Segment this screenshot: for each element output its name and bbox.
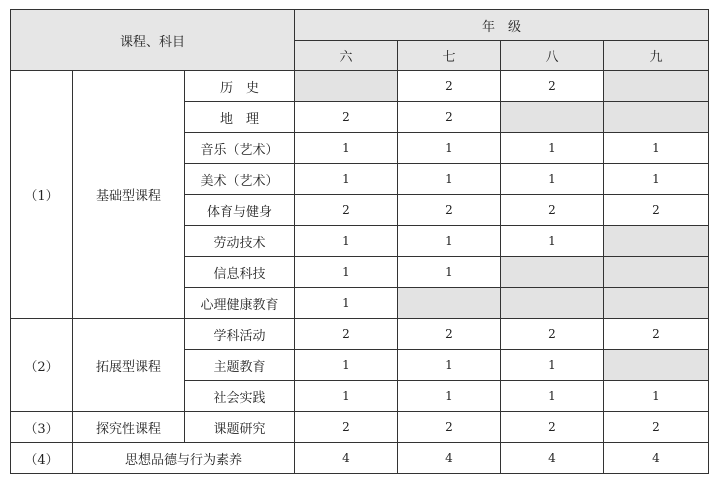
grade-header: 年 级 [295,10,709,41]
empty-cell [604,257,709,288]
value-cell: 2 [501,71,604,102]
subject-cell: 历 史 [185,71,295,102]
empty-cell [604,350,709,381]
value-cell: 1 [604,381,709,412]
value-cell: 1 [501,350,604,381]
value-cell: 1 [501,381,604,412]
curriculum-table [10,9,709,474]
value-cell: 4 [501,443,604,474]
value-cell: 1 [398,350,501,381]
group-name: 拓展型课程 [73,319,185,412]
grade-7-header: 七 [398,41,501,71]
group-index: （1） [11,71,73,319]
value-cell: 1 [295,257,398,288]
value-cell: 1 [295,381,398,412]
value-cell: 2 [604,319,709,350]
empty-cell [295,71,398,102]
value-cell: 1 [398,133,501,164]
subject-cell: 美术（艺术） [185,164,295,195]
group-name: 思想品德与行为素养 [73,443,295,474]
value-cell: 1 [398,226,501,257]
value-cell: 1 [295,288,398,319]
group-index: （4） [11,443,73,474]
empty-cell [398,288,501,319]
value-cell: 2 [501,319,604,350]
table-row [11,412,709,443]
empty-cell [604,71,709,102]
subject-cell: 信息科技 [185,257,295,288]
value-cell: 2 [295,195,398,226]
value-cell: 4 [295,443,398,474]
value-cell: 1 [398,257,501,288]
value-cell: 1 [295,226,398,257]
value-cell: 2 [295,319,398,350]
table-row [11,71,709,102]
value-cell: 1 [501,133,604,164]
value-cell: 2 [398,102,501,133]
subject-cell: 劳动技术 [185,226,295,257]
value-cell: 2 [295,102,398,133]
subject-cell: 音乐（艺术） [185,133,295,164]
subject-cell: 主题教育 [185,350,295,381]
grade-9-header: 九 [604,41,709,71]
value-cell: 1 [501,226,604,257]
empty-cell [501,257,604,288]
value-cell: 2 [604,195,709,226]
group-index: （3） [11,412,73,443]
subject-cell: 地 理 [185,102,295,133]
value-cell: 1 [398,381,501,412]
subject-cell: 课题研究 [185,412,295,443]
grade-8-header: 八 [501,41,604,71]
group-index: （2） [11,319,73,412]
subject-cell: 体育与健身 [185,195,295,226]
value-cell: 1 [295,350,398,381]
subject-cell: 社会实践 [185,381,295,412]
subject-cell: 学科活动 [185,319,295,350]
subject-cell: 心理健康教育 [185,288,295,319]
value-cell: 1 [398,164,501,195]
empty-cell [604,102,709,133]
empty-cell [604,288,709,319]
value-cell: 4 [398,443,501,474]
group-name: 探究性课程 [73,412,185,443]
empty-cell [604,226,709,257]
value-cell: 2 [604,412,709,443]
value-cell: 4 [604,443,709,474]
value-cell: 1 [604,164,709,195]
value-cell: 1 [295,164,398,195]
value-cell: 2 [501,412,604,443]
empty-cell [501,288,604,319]
value-cell: 2 [398,71,501,102]
table-row [11,443,709,474]
grade-6-header: 六 [295,41,398,71]
value-cell: 2 [501,195,604,226]
table-row [11,319,709,350]
course-subject-header: 课程、科目 [11,10,295,71]
value-cell: 1 [501,164,604,195]
value-cell: 2 [295,412,398,443]
group-name: 基础型课程 [73,71,185,319]
value-cell: 2 [398,412,501,443]
value-cell: 1 [295,133,398,164]
value-cell: 2 [398,195,501,226]
empty-cell [501,102,604,133]
value-cell: 1 [604,133,709,164]
value-cell: 2 [398,319,501,350]
